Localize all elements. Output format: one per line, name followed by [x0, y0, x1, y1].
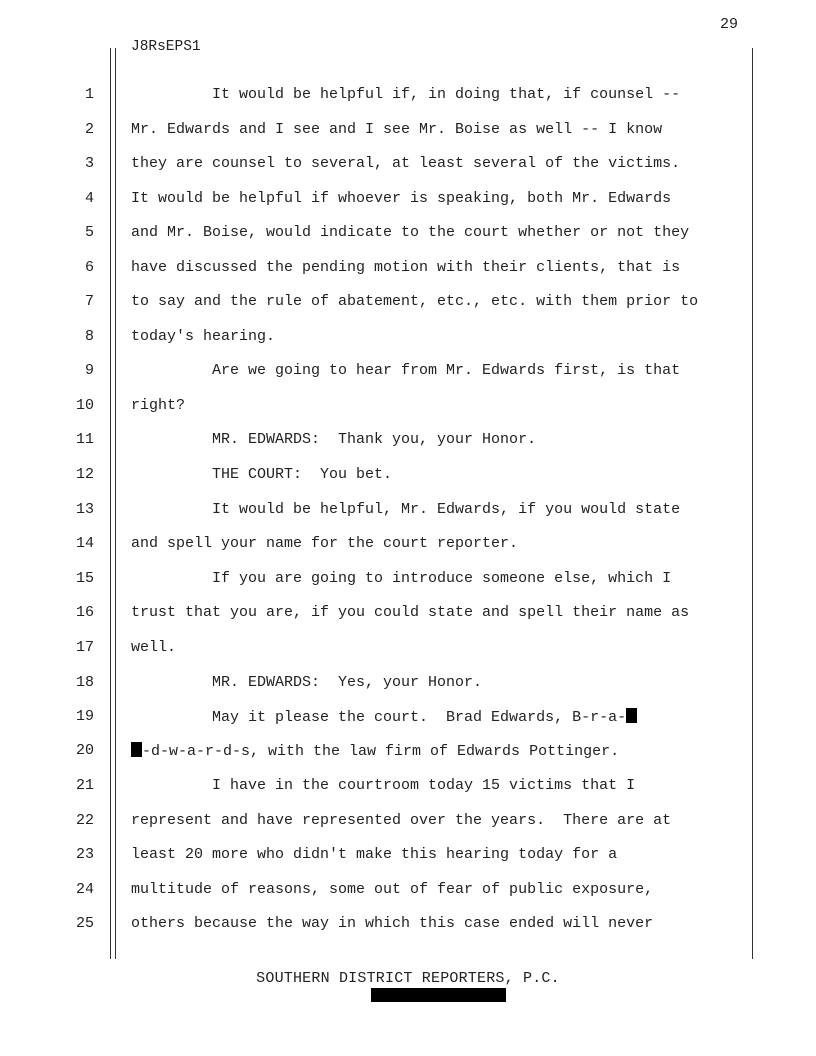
line-number: 19 — [75, 708, 94, 725]
transcript-line: represent and have represented over the years. There are at — [131, 812, 672, 829]
line-number: 11 — [75, 431, 94, 448]
redaction-block — [131, 742, 142, 757]
line-number: 3 — [84, 155, 94, 172]
line-number: 17 — [75, 639, 94, 656]
line-number: 20 — [75, 742, 94, 759]
transcript-line: multitude of reasons, some out of fear of public exposure, — [131, 881, 654, 898]
left-margin-rule-inner — [115, 48, 116, 959]
line-number: 22 — [75, 812, 94, 829]
line-number: 13 — [75, 501, 94, 518]
transcript-line: they are counsel to several, at least several of the victims. — [131, 155, 681, 172]
transcript-line: MR. EDWARDS: Thank you, your Honor. — [131, 431, 537, 448]
line-number: 25 — [75, 915, 94, 932]
transcript-line: MR. EDWARDS: Yes, your Honor. — [131, 674, 483, 691]
transcript-line: and Mr. Boise, would indicate to the court whether or not they — [131, 224, 690, 241]
line-number: 1 — [84, 86, 94, 103]
transcript-line: It would be helpful if whoever is speaking, both Mr. Edwards — [131, 190, 672, 207]
line-number: 9 — [84, 362, 94, 379]
transcript-line-text: -d-w-a-r-d-s, with the law firm of Edwards Pottinger. — [142, 743, 620, 760]
transcript-line — [131, 742, 619, 760]
transcript-line — [131, 708, 637, 726]
transcript-line: well. — [131, 639, 177, 656]
transcript-line: trust that you are, if you could state and spell their name as — [131, 604, 690, 621]
line-number: 16 — [75, 604, 94, 621]
line-number: 18 — [75, 674, 94, 691]
page-number: 29 — [719, 16, 738, 33]
transcript-line: It would be helpful if, in doing that, if counsel -- — [131, 86, 681, 103]
case-id: J8RsEPS1 — [131, 39, 201, 55]
line-number: 5 — [84, 224, 94, 241]
transcript-line: others because the way in which this case ended will never — [131, 915, 654, 932]
transcript-line: If you are going to introduce someone else, which I — [131, 570, 672, 587]
line-number: 23 — [75, 846, 94, 863]
transcript-line: to say and the rule of abatement, etc., etc. with them prior to — [131, 293, 699, 310]
line-number: 12 — [75, 466, 94, 483]
line-number: 6 — [84, 259, 94, 276]
line-number: 2 — [84, 121, 94, 138]
transcript-line: Mr. Edwards and I see and I see Mr. Boise as well -- I know — [131, 121, 663, 138]
transcript-line: I have in the courtroom today 15 victims that I — [131, 777, 636, 794]
left-margin-rule — [110, 48, 111, 959]
line-number: 21 — [75, 777, 94, 794]
transcript-line: It would be helpful, Mr. Edwards, if you would state — [131, 501, 681, 518]
line-number: 4 — [84, 190, 94, 207]
footer-reporter: SOUTHERN DISTRICT REPORTERS, P.C. — [256, 970, 560, 987]
line-number: 24 — [75, 881, 94, 898]
transcript-line: have discussed the pending motion with their clients, that is — [131, 259, 681, 276]
line-number: 8 — [84, 328, 94, 345]
line-number: 10 — [75, 397, 94, 414]
transcript-line: today's hearing. — [131, 328, 276, 345]
transcript-line: and spell your name for the court reporter. — [131, 535, 519, 552]
line-number: 7 — [84, 293, 94, 310]
transcript-line: least 20 more who didn't make this hearing today for a — [131, 846, 618, 863]
transcript-line-text: May it please the court. Brad Edwards, B-r-a- — [131, 709, 627, 726]
transcript-line: right? — [131, 397, 186, 414]
line-number: 14 — [75, 535, 94, 552]
right-margin-rule — [752, 48, 753, 959]
line-number: 15 — [75, 570, 94, 587]
footer-redaction-bar — [371, 988, 506, 1002]
redaction-block — [626, 708, 637, 723]
transcript-line: Are we going to hear from Mr. Edwards first, is that — [131, 362, 681, 379]
transcript-line: THE COURT: You bet. — [131, 466, 393, 483]
